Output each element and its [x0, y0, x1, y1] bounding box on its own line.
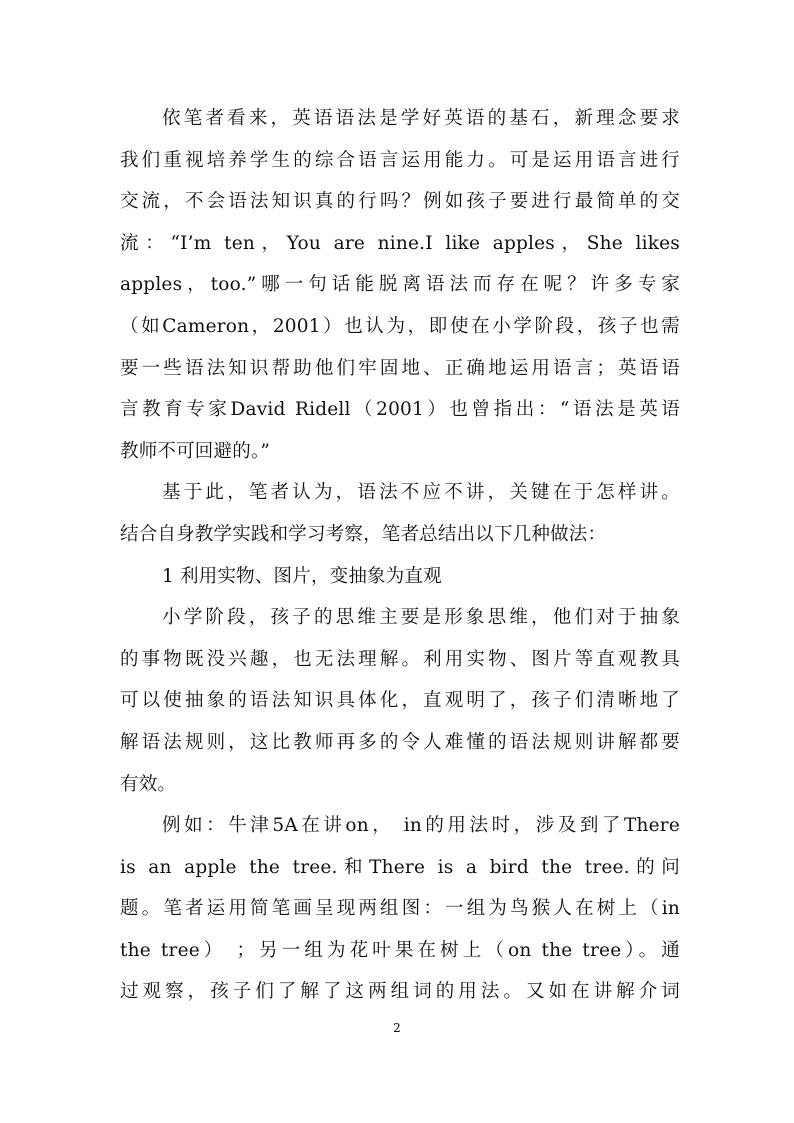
text-line: 例如：牛津5A在讲on， in的用法时，涉及到了There — [162, 815, 680, 837]
text-line: 教师不可回避的。” — [120, 440, 271, 462]
text-line: 的事物既没兴趣，也无法理解。利用实物、图片等直观教具 — [120, 648, 680, 670]
section-heading-text: 1 利用实物、图片，变抽象为直观 — [162, 565, 442, 587]
text-line: 有效。 — [120, 773, 177, 795]
text-line: apples，too.”哪一句话能脱离语法而存在呢？许多专家 — [120, 274, 680, 296]
text-line: 要一些语法知识帮助他们牢固地、正确地运用语言；英语语 — [120, 357, 680, 379]
text-line: 依笔者看来，英语语法是学好英语的基石，新理念要求 — [162, 108, 680, 129]
text-line: the tree） ；另一组为花叶果在树上（on the tree）。通 — [120, 939, 680, 961]
text-line: 小学阶段，孩子的思维主要是形象思维，他们对于抽象 — [162, 607, 680, 629]
text-line: is an apple the tree.和There is a bird the tree.的问 — [120, 856, 680, 878]
text-line: 我们重视培养学生的综合语言运用能力。可是运用语言进行 — [120, 149, 680, 171]
text-line: 可以使抽象的语法知识具体化，直观明了，孩子们清晰地了 — [120, 690, 680, 712]
text-line: 交流，不会语法知识真的行吗？例如孩子要进行最简单的交 — [120, 191, 680, 213]
paragraph-conclusion — [120, 472, 680, 555]
page-body — [120, 98, 680, 1013]
page-number: 2 — [393, 1021, 401, 1035]
paragraph-example — [120, 805, 680, 1013]
text-line: 言教育专家David Ridell（2001）也曾指出：“语法是英语 — [120, 399, 680, 421]
text-line: 基于此，笔者认为，语法不应不讲，关键在于怎样讲。 — [162, 482, 680, 504]
text-line: 题。笔者运用简笔画呈现两组图：一组为鸟猴人在树上（in — [120, 898, 680, 920]
text-line: 流：“I’m ten，You are nine.I like apples，She likes — [120, 232, 680, 254]
text-line: （如Cameron，2001）也认为，即使在小学阶段，孩子也需 — [120, 315, 680, 337]
section-heading — [120, 556, 680, 598]
text-line: 解语法规则，这比教师再多的令人难懂的语法规则讲解都要 — [120, 731, 680, 753]
paragraph-visual-thinking — [120, 597, 680, 805]
paragraph-grammar-foundation — [120, 98, 680, 472]
text-line: 过观察，孩子们了解了这两组词的用法。又如在讲解介词 — [120, 981, 680, 1003]
text-line: 结合自身教学实践和学习考察，笔者总结出以下几种做法： — [120, 523, 607, 545]
